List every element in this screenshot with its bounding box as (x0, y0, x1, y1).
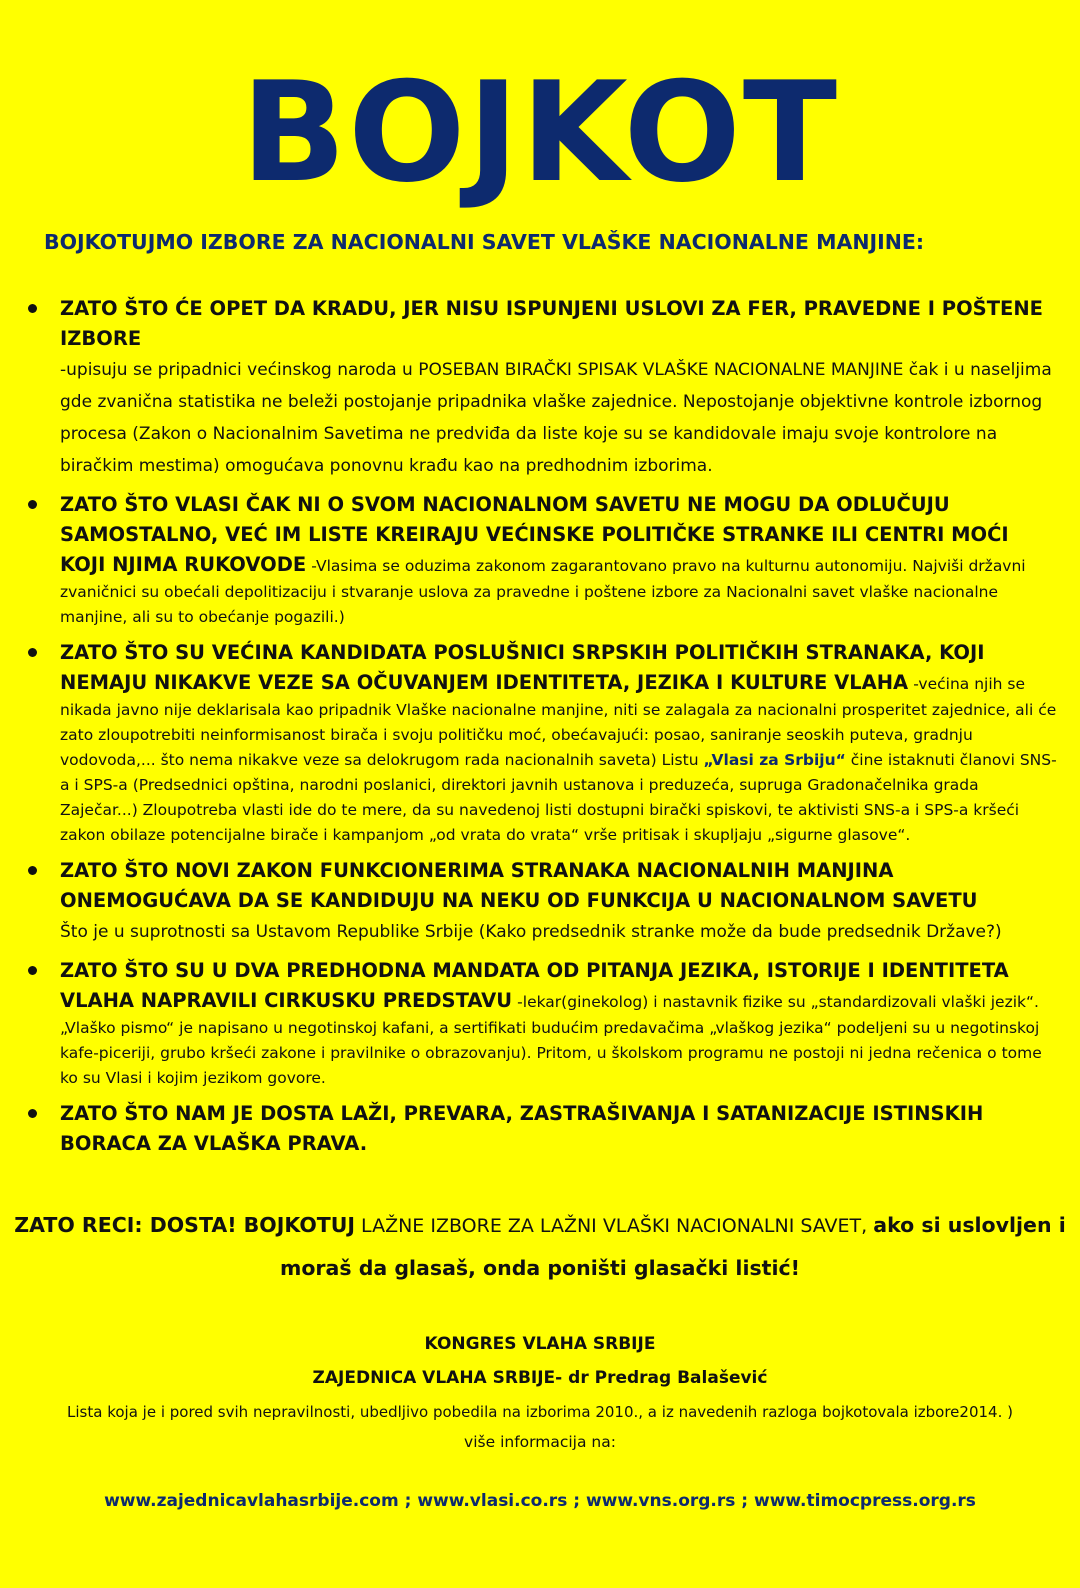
item-body: Što je u suprotnosti sa Ustavom Republike Srbije (Kako predsednik stranke može da bude predsednik Države?) (60, 922, 1002, 942)
call-part-2: LAŽNE IZBORE ZA LAŽNI VLAŠKI NACIONALNI SAVET, (355, 1215, 874, 1237)
list-item (0, 294, 1080, 482)
bullet-icon (28, 304, 37, 313)
organization-leader: ZAJEDNICA VLAHA SRBIJE- dr Predrag Balašević (312, 1368, 768, 1388)
item-body: -lekar(ginekolog) i nastavnik fizike su „standardizovali vlaški jezik“. „Vlaško pismo“ je napisano u negotinskoj kafani, a sertifikati budućim predavačima „vlaškog jezika“ podeljeni su u negotinskoj kafe-piceriji, grubo kršeći zakone i pravilnike o obrazovanju). Pritom, u školskom programu ne postoji ni jedna rečenica o tome ko su Vlasi i kojim jezikom govore. (60, 993, 1042, 1087)
more-info-label: više informacija na: (464, 1433, 616, 1451)
item-body: -Vlasima se oduzima zakonom zagarantovano pravo na kulturnu autonomiju. Najviši državni zvaničnici su obećali depolitizaciju i stvaranje uslova za pravedne i poštene izbore za Nacionalni savet vlaške nacionalne manjine, ali su to obećanje pogazili.) (60, 557, 1026, 626)
list-item (0, 490, 1080, 630)
call-part-1: ZATO RECI: DOSTA! BOJKOTUJ (14, 1213, 356, 1237)
item-heading: ZATO ŠTO SU VEĆINA KANDIDATA POSLUŠNICI SRPSKIH POLITIČKIH STRANAKA, KOJI NEMAJU NIKAKVE VEZE SA OČUVANJEM IDENTITETA, JEZIKA I KULTURE VLAHA (60, 641, 985, 694)
item-heading: ZATO ŠTO NOVI ZAKON FUNKCIONERIMA STRANAKA NACIONALNIH MANJINA ONEMOGUĆAVA DA SE KANDIDUJU NA NEKU OD FUNKCIJA U NACIONALNOM SAVETU (60, 859, 978, 912)
bullet-icon (28, 966, 37, 975)
call-part-3: ako si uslovljen i moraš da glasaš, onda poništi glasački listić! (279, 1213, 1066, 1280)
bullet-icon (28, 1109, 37, 1118)
item-heading: ZATO ŠTO ĆE OPET DA KRADU, JER NISU ISPUNJENI USLOVI ZA FER, PRAVEDNE I POŠTENE IZBORE (60, 297, 1043, 350)
list-item (0, 638, 1080, 848)
item-body-part: -većina njih se nikada javno nije deklarisala kao pripadnik Vlaške nacionalne manjine, niti se zalagala za nacionalni prosperitet zajednice, ali će zato zloupotrebiti neinformisanost birača i svoju političku moć, obećavajući: posao, saniranje seoskih puteva, gradnju vodovoda,... što nema nikakve veze sa delokrugom rada nacionalnih saveta) Listu (60, 675, 1057, 769)
bullet-icon (28, 866, 37, 875)
item-heading: ZATO ŠTO NAM JE DOSTA LAŽI, PREVARA, ZASTRAŠIVANJA I SATANIZACIJE ISTINSKIH BORACA ZA VLAŠKA PRAVA. (60, 1102, 984, 1155)
item-body-part: čine istaknuti članovi SNS-a i SPS-a (Predsednici opština, narodni poslanici, direktori javnih ustanova i preduzeća, supruga Gradonačelnika grada Zaječar...) Zloupotreba vlasti ide do te mere, da su navedenoj listi dostupni birački spiskovi, te aktivisti SNS-a i SPS-a kršeći zakon obilaze potencijalne birače i kampanjom „od vrata do vrata“ vrše pritisak i skupljaju „sigurne glasove“. (60, 751, 1057, 844)
call-to-action (0, 1204, 1080, 1289)
page-title: BOJKOT (240, 52, 840, 213)
list-item (0, 856, 1080, 948)
website-links[interactable]: www.zajednicavlahasrbije.com ; www.vlasi.co.rs ; www.vns.org.rs ; www.timocpress.org.rs (104, 1491, 976, 1511)
list-item (0, 956, 1080, 1091)
item-body: -upisuju se pripadnici većinskog naroda u POSEBAN BIRAČKI SPISAK VLAŠKE NACIONALNE MANJINE čak i u naseljima gde zvanična statistika ne beleži postojanje pripadnika vlaške zajednice. Nepostojanje objektivne kontrole izbornog procesa (Zakon o Nacionalnim Savetima ne predviđa da liste koje su se kandidovale imaju svoje kontrolore na biračkim mestima) omogućava ponovnu krađu kao na predhodnim izborima. (60, 360, 1052, 476)
reasons-list (0, 294, 1080, 1167)
organization-name: KONGRES VLAHA SRBIJE (424, 1334, 656, 1354)
bullet-icon (28, 648, 37, 657)
bullet-icon (28, 500, 37, 509)
list-name: „Vlasi za Srbiju“ (703, 751, 846, 769)
list-item (0, 1099, 1080, 1159)
item-heading: ZATO ŠTO VLASI ČAK NI O SVOM NACIONALNOM SAVETU NE MOGU DA ODLUČUJU SAMOSTALNO, VEĆ IM LISTE KREIRAJU VEĆINSKE POLITIČKE STRANKE ILI CENTRI MOĆI KOJI NJIMA RUKOVODE (60, 493, 1009, 576)
subtitle: BOJKOTUJMO IZBORE ZA NACIONALNI SAVET VLAŠKE NACIONALNE MANJINE: (44, 230, 925, 254)
footnote: Lista koja je i pored svih nepravilnosti, ubedljivo pobedila na izborima 2010., a iz navedenih razloga bojkotovala izbore2014. ) (67, 1403, 1013, 1421)
item-heading: ZATO ŠTO SU U DVA PREDHODNA MANDATA OD PITANJA JEZIKA, ISTORIJE I IDENTITETA VLAHA NAPRAVILI CIRKUSKU PREDSTAVU (60, 959, 1009, 1012)
